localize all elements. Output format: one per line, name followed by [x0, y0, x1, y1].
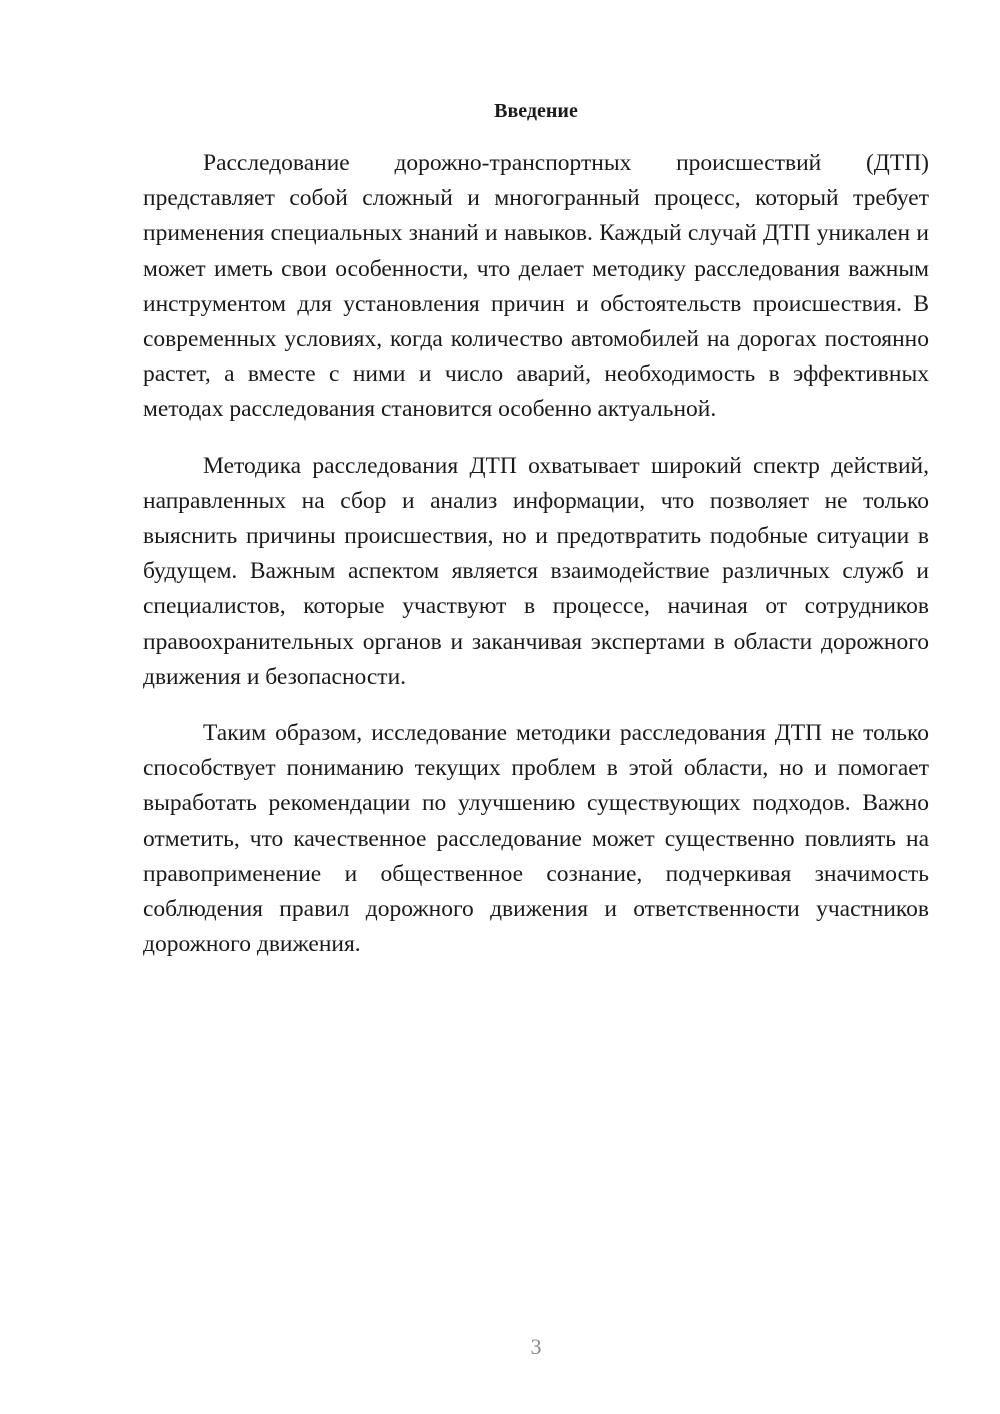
paragraph-1: Расследование дорожно-транспортных происшествий (ДТП) представляет собой сложный и многогранный процесс, который требует применения специальных знаний и навыков. Каждый случай ДТП уникален и может иметь свои особенности, что делает методику расследования важным инструментом для установления причин и обстоятельств происшествия. В современных условиях, когда количество автомобилей на дорогах постоянно растет, а вместе с ними и число аварий, необходимость в эффективных методах расследования становится особенно актуальной.: [143, 150, 929, 423]
page-title: Введение: [494, 100, 578, 122]
page-number: 3: [530, 1334, 542, 1359]
paragraph-3: Таким образом, исследование методики расследования ДТП не только способствует пониманию текущих проблем в этой области, но и помогает выработать рекомендации по улучшению существующих подходов. Важно отметить, что качественное расследование может существенно повлиять на правоприменение и общественное сознание, подчеркивая значимость соблюдения правил дорожного движения и ответственности участников дорожного движения.: [143, 720, 929, 958]
page-content: [143, 98, 929, 962]
paragraph-2: Методика расследования ДТП охватывает широкий спектр действий, направленных на сбор и анализ информации, что позволяет не только выяснить причины происшествия, но и предотвратить подобные ситуации в будущем. Важным аспектом является взаимодействие различных служб и специалистов, которые участвуют в процессе, начиная от сотрудников правоохранительных органов и заканчивая экспертами в области дорожного движения и безопасности.: [143, 452, 929, 690]
